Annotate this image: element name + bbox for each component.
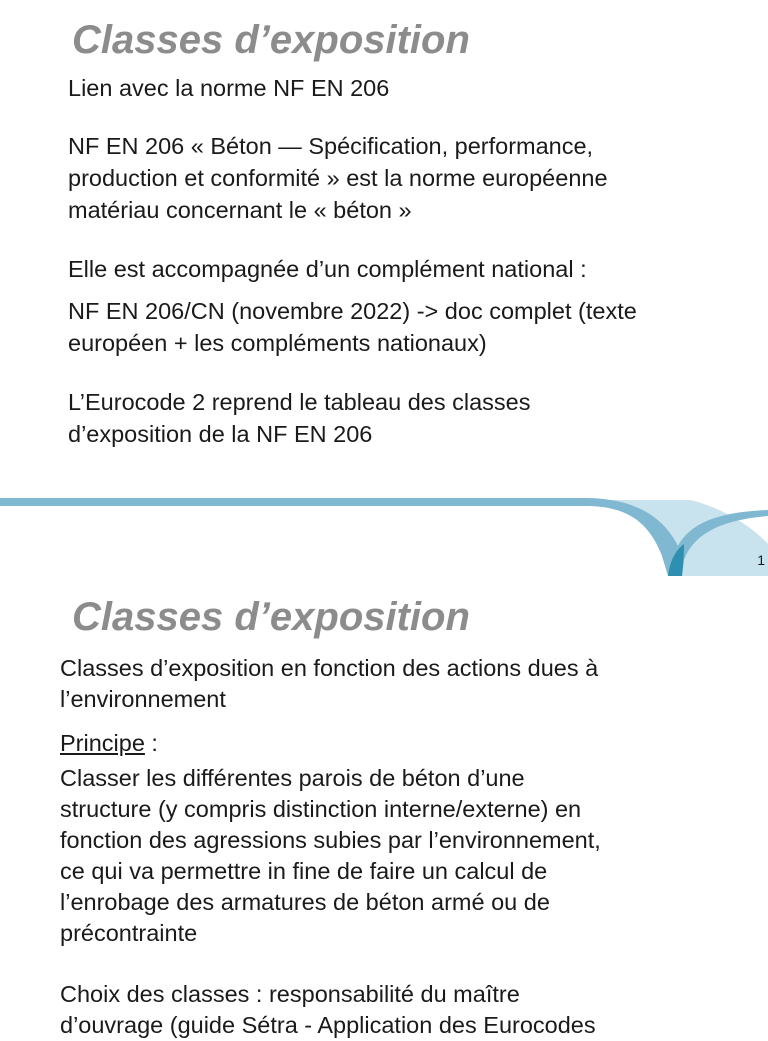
- paragraph-principe-body: [60, 763, 601, 949]
- text-line: Lien avec la norme NF EN 206: [68, 75, 390, 101]
- text-line: Classes d’exposition en fonction des actions dues à: [60, 655, 599, 681]
- principe-label: Principe: [60, 730, 145, 756]
- text-line: NF EN 206/CN (novembre 2022) -> doc complet (texte: [68, 298, 637, 324]
- text-line: l’environnement: [60, 686, 226, 712]
- text-line: Classer les différentes parois de béton d’une: [60, 765, 525, 791]
- paragraph-complement-national: [68, 253, 587, 285]
- slide-title: Classes d’exposition: [72, 18, 470, 62]
- principe-suffix: :: [144, 730, 158, 756]
- paragraph-nf-en-206-cn: [68, 295, 637, 359]
- text-line: ce qui va permettre in fine de faire un calcul de: [60, 858, 548, 884]
- paragraph-classes-exposition: [60, 653, 598, 715]
- text-line: Elle est accompagnée d’un complément national :: [68, 256, 587, 282]
- text-line: NF EN 206 « Béton — Spécification, performance,: [68, 133, 594, 159]
- text-line: d’exposition de la NF EN 206: [68, 421, 373, 447]
- page-number: 1: [757, 552, 765, 568]
- text-line: matériau concernant le « béton »: [68, 197, 412, 223]
- text-line: Choix des classes : responsabilité du maître: [60, 981, 520, 1007]
- text-line: européen + les compléments nationaux): [68, 330, 487, 356]
- slide-title: Classes d’exposition: [72, 595, 470, 639]
- text-line: précontrainte: [60, 920, 198, 946]
- text-line: d’ouvrage (guide Sétra - Application des Eurocodes: [60, 1012, 596, 1038]
- paragraph-eurocode-2: [68, 386, 530, 450]
- paragraph-principe-heading: [60, 728, 158, 759]
- paragraph-nf-en-206-definition: [68, 130, 608, 226]
- paragraph-norme-link: [68, 72, 389, 104]
- footer-swoosh-decoration: [0, 494, 768, 576]
- paragraph-choix-des-classes: [60, 979, 596, 1041]
- text-line: fonction des agressions subies par l’environnement,: [60, 827, 601, 853]
- text-line: production et conformité » est la norme européenne: [68, 165, 608, 191]
- text-line: l’enrobage des armatures de béton armé ou de: [60, 889, 550, 915]
- swoosh-light-band: [0, 500, 768, 576]
- text-line: structure (y compris distinction interne/externe) en: [60, 796, 582, 822]
- slide-2: [0, 576, 768, 1038]
- text-line: L’Eurocode 2 reprend le tableau des classes: [68, 389, 531, 415]
